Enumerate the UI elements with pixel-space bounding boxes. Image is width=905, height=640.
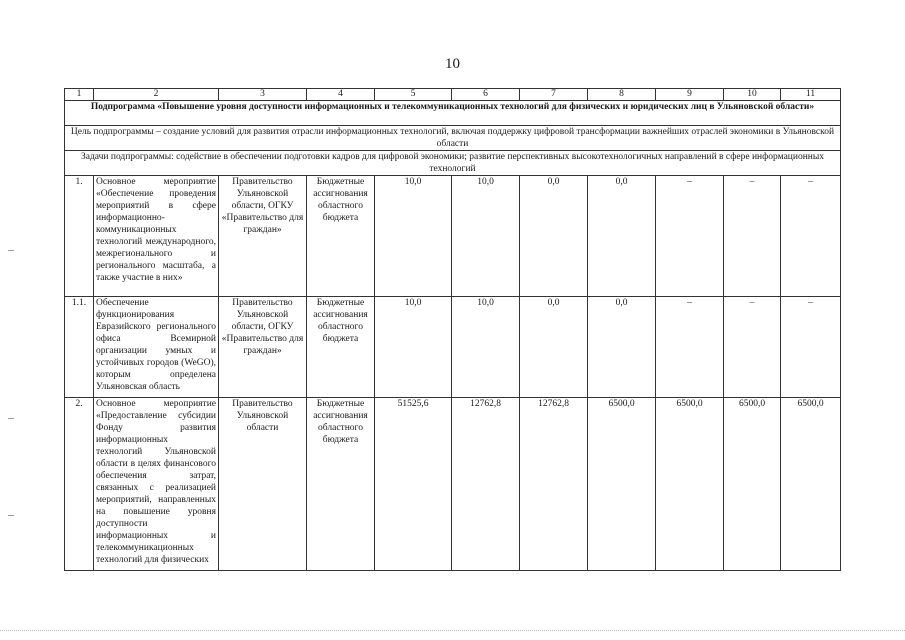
- column-header: 3: [219, 89, 307, 101]
- row-value: –: [656, 176, 724, 297]
- row-value: –: [724, 176, 781, 297]
- column-header: 7: [520, 89, 588, 101]
- row-executor: Правительство Ульяновской области, ОГКУ «Правительство для граждан»: [219, 176, 307, 297]
- column-header: 8: [588, 89, 656, 101]
- row-funding-source: Бюджетные ассигнования областного бюджета: [307, 297, 375, 398]
- row-value: –: [781, 297, 841, 398]
- row-number: 2.: [65, 398, 94, 571]
- column-header: 5: [375, 89, 452, 101]
- program-table: [64, 88, 841, 571]
- column-header: 1: [65, 89, 94, 101]
- row-value: 6500,0: [656, 398, 724, 571]
- column-header: 2: [94, 89, 219, 101]
- row-value: 0,0: [520, 297, 588, 398]
- row-value: 10,0: [452, 176, 520, 297]
- row-description: Обеспечение функционирования Евразийского регионального офиса Всемирной организации умных и устойчивых городов (WeGO), которым определена Ульяновская область: [94, 297, 219, 398]
- column-header: 4: [307, 89, 375, 101]
- row-description: Основное мероприятие «Обеспечение проведения мероприятий в сфере информационно-коммуникационных технологий международного, межрегионального и регионального масштаба, а также участие в них»: [94, 176, 219, 297]
- table-row: [65, 176, 841, 297]
- row-executor: Правительство Ульяновской области, ОГКУ «Правительство для граждан»: [219, 297, 307, 398]
- row-description: Основное мероприятие «Предоставление субсидии Фонду развития информационных технологий Ульяновской области в целях финансового обеспечения затрат, связанных с реализацией мероприятий, направленных на повышение уровня доступности информационных и телекоммуникационных технологий для физических: [94, 398, 219, 571]
- row-number: 1.: [65, 176, 94, 297]
- column-header: 6: [452, 89, 520, 101]
- row-funding-source: Бюджетные ассигнования областного бюджета: [307, 398, 375, 571]
- row-number: 1.1.: [65, 297, 94, 398]
- row-value: 6500,0: [588, 398, 656, 571]
- scan-edge-line: [0, 630, 905, 632]
- row-value: 12762,8: [452, 398, 520, 571]
- row-value: 12762,8: [520, 398, 588, 571]
- row-value: –: [724, 297, 781, 398]
- subprogram-tasks: Задачи подпрограммы: содействие в обеспечении подготовки кадров для цифровой экономики; развитие перспективных высокотехнологичных направлений в сфере информационных технологий: [65, 151, 841, 176]
- column-header-row: [65, 89, 841, 101]
- row-value-total: 51525,6: [375, 398, 452, 571]
- row-value: –: [656, 297, 724, 398]
- row-value: 0,0: [588, 297, 656, 398]
- tasks-row: [65, 151, 841, 176]
- subprogram-row: [65, 101, 841, 126]
- row-value: 10,0: [452, 297, 520, 398]
- row-value-total: 10,0: [375, 297, 452, 398]
- row-value: 0,0: [588, 176, 656, 297]
- row-funding-source: Бюджетные ассигнования областного бюджета: [307, 176, 375, 297]
- row-executor: Правительство Ульяновской области: [219, 398, 307, 571]
- row-value-total: 10,0: [375, 176, 452, 297]
- page-number: 10: [445, 56, 460, 72]
- row-value: 6500,0: [781, 398, 841, 571]
- subprogram-title: Подпрограмма «Повышение уровня доступности информационных и телекоммуникационных технологий для физических и юридических лиц в Ульяновской области»: [65, 101, 841, 126]
- scan-mark: [8, 418, 14, 419]
- column-header: 11: [781, 89, 841, 101]
- column-header: 9: [656, 89, 724, 101]
- row-value: –: [781, 176, 841, 297]
- goal-row: [65, 126, 841, 151]
- scan-mark: [8, 515, 14, 516]
- scan-mark: [8, 250, 14, 251]
- subprogram-goal: Цель подпрограммы – создание условий для развития отрасли информационных технологий, включая поддержку цифровой трансформации важнейших отраслей экономики в Ульяновской области: [65, 126, 841, 151]
- row-value: 6500,0: [724, 398, 781, 571]
- column-header: 10: [724, 89, 781, 101]
- row-value: 0,0: [520, 176, 588, 297]
- table-row: [65, 398, 841, 571]
- table-row: [65, 297, 841, 398]
